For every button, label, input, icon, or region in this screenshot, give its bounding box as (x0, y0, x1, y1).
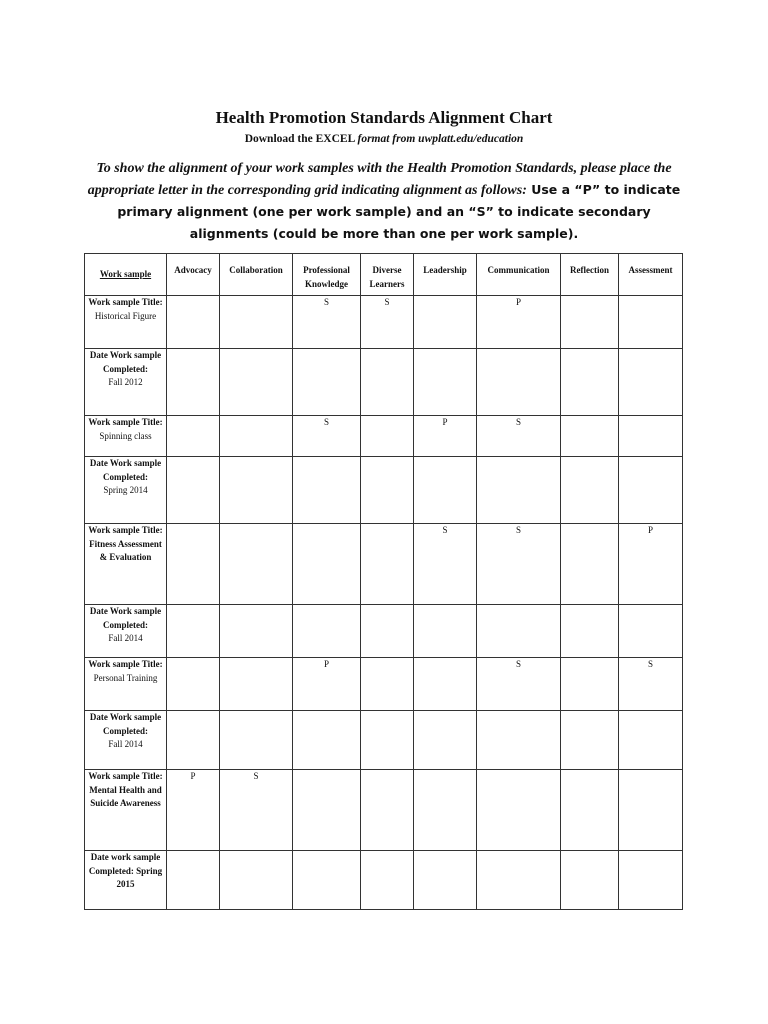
alignment-cell-advocacy (167, 851, 220, 910)
alignment-cell-assessment (619, 851, 683, 910)
alignment-cell-communication: P (477, 296, 561, 349)
alignment-cell-reflection (561, 296, 619, 349)
alignment-cell-assessment (619, 770, 683, 851)
alignment-cell-communication (477, 349, 561, 416)
alignment-cell-assessment (619, 457, 683, 524)
page-title: Health Promotion Standards Alignment Chart (215, 108, 553, 127)
row-label-value: Historical Figure (94, 310, 157, 321)
alignment-table (84, 253, 683, 910)
table-row (85, 457, 683, 524)
alignment-cell-advocacy (167, 296, 220, 349)
row-label (85, 296, 167, 349)
column-header-leadership: Leadership (414, 254, 477, 296)
alignment-cell-collaboration (220, 296, 293, 349)
alignment-cell-advocacy (167, 457, 220, 524)
instructions-plain: Use a “P” to indicate primary alignment (one per work sample) and an “S” to indicate secondary alignments (could be more than one per work sample). (117, 182, 681, 241)
table-row (85, 296, 683, 349)
row-label (85, 605, 167, 658)
alignment-cell-diverse-learners (361, 349, 414, 416)
table-header-row (85, 254, 683, 296)
table-row (85, 851, 683, 910)
alignment-cell-professional-knowledge (293, 457, 361, 524)
column-header-reflection: Reflection (561, 254, 619, 296)
alignment-cell-professional-knowledge (293, 349, 361, 416)
row-label-heading: Date Work sample Completed: (89, 458, 162, 482)
alignment-cell-assessment (619, 349, 683, 416)
table-row (85, 658, 683, 711)
alignment-cell-assessment (619, 711, 683, 770)
table-row (85, 524, 683, 605)
row-label-heading: Date Work sample Completed: (89, 712, 162, 736)
column-header-collaboration: Collaboration (220, 254, 293, 296)
alignment-cell-diverse-learners (361, 524, 414, 605)
alignment-cell-leadership (414, 605, 477, 658)
alignment-cell-professional-knowledge (293, 524, 361, 605)
alignment-cell-professional-knowledge (293, 711, 361, 770)
alignment-cell-leadership (414, 851, 477, 910)
row-label-heading: Date Work sample Completed: (89, 606, 162, 630)
row-label-value: Fall 2014 (108, 633, 143, 643)
alignment-cell-communication (477, 851, 561, 910)
alignment-cell-collaboration (220, 605, 293, 658)
instructions (84, 158, 684, 245)
column-header-work-sample: Work sample (85, 254, 167, 296)
row-label-value: Personal Training (93, 672, 158, 683)
row-label-value: Fall 2012 (108, 377, 143, 387)
alignment-cell-professional-knowledge: S (293, 296, 361, 349)
instructions-italic: To show the alignment of your work samples with the Health Promotion Standards, please place the appropriate letter in the corresponding grid indicating alignment as follows: (87, 161, 672, 198)
table-row (85, 349, 683, 416)
alignment-cell-diverse-learners (361, 605, 414, 658)
alignment-cell-diverse-learners: S (361, 296, 414, 349)
alignment-cell-leadership (414, 711, 477, 770)
table-row (85, 770, 683, 851)
alignment-cell-reflection (561, 457, 619, 524)
alignment-cell-advocacy (167, 524, 220, 605)
row-label (85, 658, 167, 711)
alignment-cell-leadership (414, 457, 477, 524)
alignment-cell-collaboration (220, 349, 293, 416)
alignment-cell-diverse-learners (361, 770, 414, 851)
row-label-heading: Work sample Title: (88, 659, 163, 669)
row-label-value: Fall 2014 (108, 739, 143, 749)
alignment-cell-diverse-learners (361, 457, 414, 524)
alignment-cell-diverse-learners (361, 416, 414, 457)
alignment-cell-diverse-learners (361, 711, 414, 770)
row-label (85, 711, 167, 770)
table-row (85, 416, 683, 457)
alignment-cell-advocacy (167, 711, 220, 770)
alignment-cell-communication: S (477, 658, 561, 711)
row-label (85, 524, 167, 605)
alignment-cell-advocacy (167, 605, 220, 658)
alignment-cell-assessment (619, 416, 683, 457)
alignment-cell-collaboration (220, 711, 293, 770)
alignment-cell-collaboration (220, 457, 293, 524)
alignment-cell-assessment: P (619, 524, 683, 605)
row-label (85, 770, 167, 851)
download-note (0, 133, 768, 145)
row-label (85, 851, 167, 910)
alignment-cell-collaboration (220, 658, 293, 711)
row-label-heading: Work sample Title: Fitness Assessment & Evaluation (88, 525, 163, 562)
alignment-cell-leadership (414, 349, 477, 416)
row-label-heading: Date work sample Completed: Spring 2015 (88, 852, 163, 889)
row-label-heading: Work sample Title: (88, 417, 163, 427)
alignment-cell-diverse-learners (361, 658, 414, 711)
row-label-value: Spinning class (99, 430, 152, 441)
alignment-cell-communication: S (477, 416, 561, 457)
alignment-cell-collaboration: S (220, 770, 293, 851)
alignment-cell-advocacy: P (167, 770, 220, 851)
alignment-cell-assessment (619, 605, 683, 658)
table-body (85, 296, 683, 910)
alignment-cell-advocacy (167, 658, 220, 711)
alignment-cell-reflection (561, 658, 619, 711)
alignment-cell-communication (477, 457, 561, 524)
alignment-cell-reflection (561, 416, 619, 457)
alignment-cell-diverse-learners (361, 851, 414, 910)
row-label (85, 416, 167, 457)
column-header-advocacy: Advocacy (167, 254, 220, 296)
alignment-cell-communication (477, 711, 561, 770)
column-header-professional-knowledge: Professional Knowledge (293, 254, 361, 296)
alignment-cell-professional-knowledge: S (293, 416, 361, 457)
alignment-cell-professional-knowledge: P (293, 658, 361, 711)
alignment-cell-communication (477, 605, 561, 658)
table-row (85, 605, 683, 658)
alignment-cell-reflection (561, 851, 619, 910)
column-header-assessment: Assessment (619, 254, 683, 296)
alignment-cell-leadership: P (414, 416, 477, 457)
alignment-cell-collaboration (220, 851, 293, 910)
alignment-cell-leadership (414, 296, 477, 349)
row-label-heading: Date Work sample Completed: (89, 350, 162, 374)
row-label (85, 349, 167, 416)
alignment-cell-reflection (561, 605, 619, 658)
row-label-value: Spring 2014 (103, 485, 148, 495)
alignment-cell-reflection (561, 524, 619, 605)
column-header-communication: Communication (477, 254, 561, 296)
alignment-cell-reflection (561, 711, 619, 770)
alignment-cell-professional-knowledge (293, 851, 361, 910)
alignment-cell-advocacy (167, 349, 220, 416)
alignment-cell-leadership (414, 658, 477, 711)
row-label (85, 457, 167, 524)
download-note-prefix: Download the EXCEL (244, 133, 358, 145)
alignment-cell-communication: S (477, 524, 561, 605)
alignment-cell-collaboration (220, 524, 293, 605)
alignment-cell-assessment: S (619, 658, 683, 711)
row-label-heading: Work sample Title: (88, 297, 163, 307)
alignment-cell-collaboration (220, 416, 293, 457)
alignment-cell-reflection (561, 770, 619, 851)
alignment-cell-reflection (561, 349, 619, 416)
row-label-heading: Work sample Title: Mental Health and Suicide Awareness (88, 771, 163, 808)
download-note-link-text: format from uwplatt.edu/education (357, 133, 524, 145)
alignment-cell-leadership (414, 770, 477, 851)
table-row (85, 711, 683, 770)
alignment-cell-advocacy (167, 416, 220, 457)
alignment-cell-professional-knowledge (293, 605, 361, 658)
alignment-cell-professional-knowledge (293, 770, 361, 851)
alignment-cell-leadership: S (414, 524, 477, 605)
alignment-cell-assessment (619, 296, 683, 349)
alignment-cell-communication (477, 770, 561, 851)
column-header-diverse-learners: Diverse Learners (361, 254, 414, 296)
